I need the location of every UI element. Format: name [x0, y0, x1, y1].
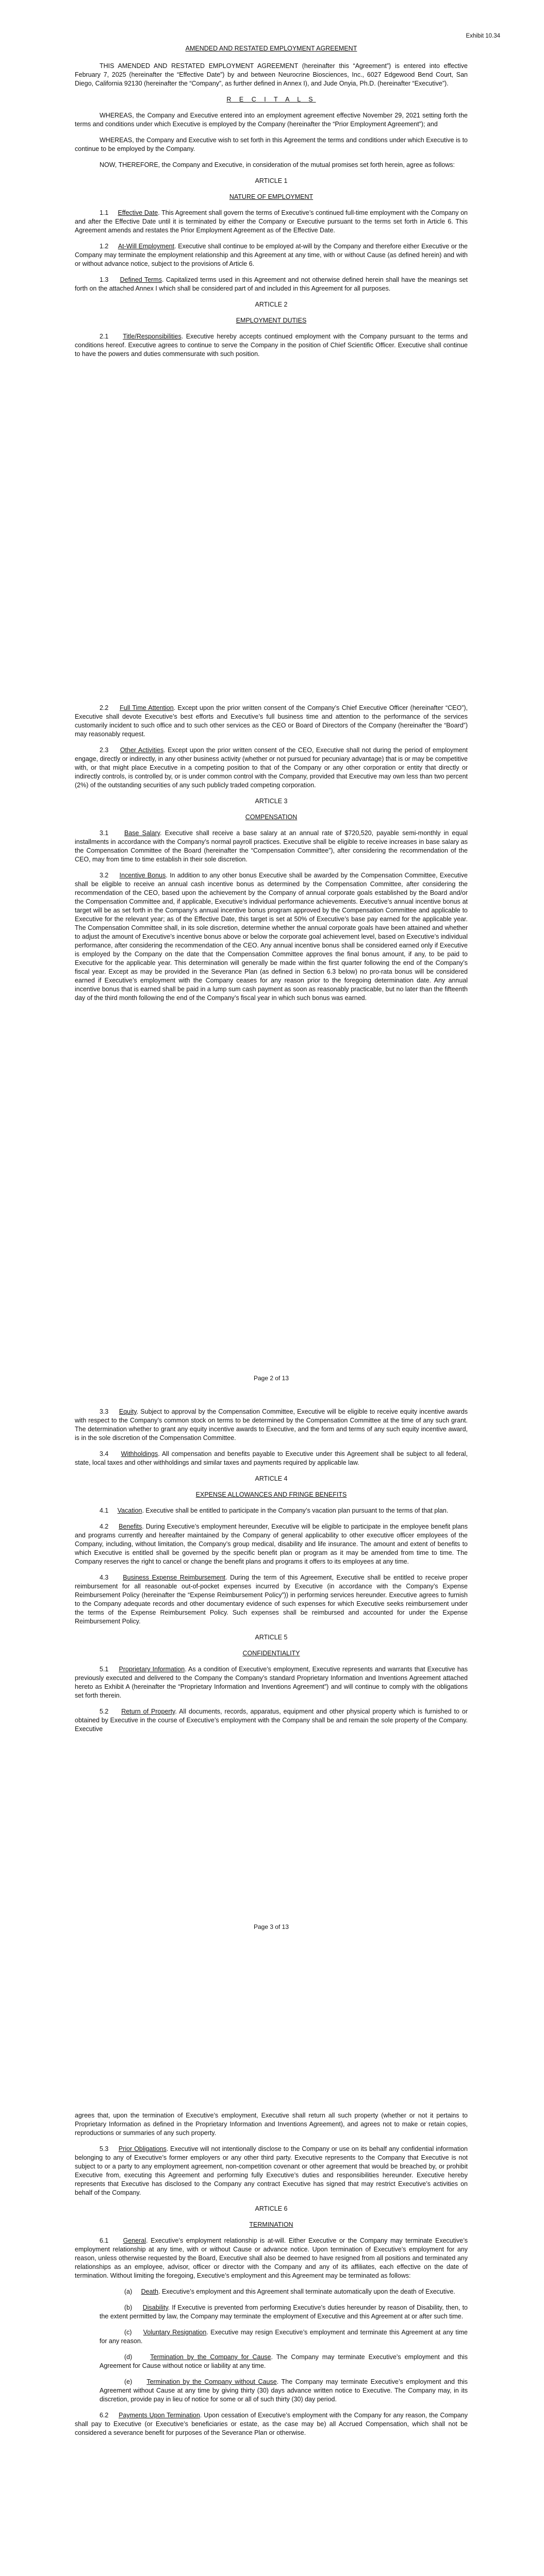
section-6-1-a: [75, 2287, 468, 2296]
section-number: (a): [124, 2288, 133, 2295]
section-number: 3.1: [100, 829, 109, 837]
section-title: General: [123, 2237, 146, 2244]
section-number: 6.2: [100, 2412, 109, 2419]
section-title: Proprietary Information: [119, 1666, 185, 1673]
section-number: 5.2: [100, 1708, 109, 1715]
section-number: 4.3: [100, 1574, 109, 1581]
section-text: . Subject to approval by the Compensation Committee, Executive will be eligible to receive equity incentive awards with respect to the Company’s common stock on terms to be determined by the Compensation Committee at the time of any such grant. The determination whether to grant any equity incentive awards to Executive, and the form and terms of any such equity incentive award, is in the sole discretion of the Compensation Committee.: [75, 1408, 468, 1442]
section-title: Defined Terms: [120, 276, 162, 283]
section-text: . As a condition of Executive’s employment, Executive represents and warrants that Executive has previously executed and delivered to the Company the Company’s standard Proprietary Information and Inventions Agreement attached hereto as Exhibit A (hereinafter the “Proprietary Information and Inventions Agreement”) and will continue to comply with the obligations set forth therein.: [75, 1666, 468, 1699]
section-number: 2.1: [100, 333, 109, 340]
section-title: Prior Obligations: [118, 2145, 167, 2153]
section-title: Title/Responsibilities: [123, 333, 182, 340]
section-number: 3.3: [100, 1408, 109, 1415]
section-3-1: [75, 829, 468, 864]
section-2-1: [75, 332, 468, 359]
section-6-1-b: [75, 2303, 468, 2321]
section-2-2: [75, 704, 468, 739]
section-1-3: [75, 276, 468, 293]
article-1-heading: ARTICLE 1: [255, 177, 288, 184]
article-4-title: EXPENSE ALLOWANCES AND FRINGE BENEFITS: [195, 1491, 347, 1498]
article-4-heading: ARTICLE 4: [255, 1475, 288, 1482]
page-1: [0, 0, 544, 702]
recital-2: WHEREAS, the Company and Executive wish to set forth in this Agreement the terms and conditions under which Executive is to continue to be employed by the Company.: [75, 137, 468, 152]
section-number: 6.1: [100, 2237, 109, 2244]
section-title: Incentive Bonus: [119, 872, 166, 879]
exhibit-label: Exhibit 10.34: [466, 33, 500, 39]
article-6-title: TERMINATION: [249, 2221, 293, 2228]
section-number: 1.1: [100, 209, 109, 216]
recital-3: NOW, THEREFORE, the Company and Executive, in consideration of the mutual promises set forth herein, agree as follows:: [100, 161, 455, 168]
section-3-4: [75, 1450, 468, 1467]
section-number: (d): [124, 2353, 133, 2361]
section-title: Voluntary Resignation: [143, 2329, 207, 2336]
section-number: 5.3: [100, 2145, 109, 2153]
section-number: 1.3: [100, 276, 109, 283]
section-6-1: [75, 2236, 468, 2280]
section-number: (e): [124, 2378, 133, 2385]
section-title: Full Time Attention: [120, 704, 174, 711]
page-2: [0, 702, 544, 1405]
section-number: 1.2: [100, 243, 109, 250]
section-text: . Except upon the prior written consent of the CEO, Executive shall not during the period of employment engage, directly or indirectly, in any other business activity (whether or not pursued for pecuniary advantage) that is or may be competitive with, or that might place Executive in a competing position to that of the Company or any other corporation or entity that directly or indirectly controls, is controlled by, or is under common control with the Company, provided that Executive may own less than two percent (2%) of the outstanding securities of any such publicly traded competing corporation.: [75, 747, 468, 789]
section-text: . Executive shall be entitled to participate in the Company’s vacation plan pursuant to the terms of that plan.: [142, 1507, 449, 1514]
section-title: Vacation: [117, 1507, 142, 1514]
section-title: Base Salary: [124, 829, 160, 837]
section-text: . Executive may resign Executive’s employment and terminate this Agreement at any time for any reason.: [100, 2329, 468, 2345]
section-3-2: [75, 871, 468, 1003]
section-4-2: [75, 1522, 468, 1566]
section-title: Disability: [142, 2304, 168, 2311]
section-6-1-c: [75, 2328, 468, 2346]
page-number: Page 2 of 13: [253, 1375, 289, 1382]
section-number: 3.2: [100, 872, 109, 879]
article-2-title: EMPLOYMENT DUTIES: [236, 317, 307, 324]
section-text: . Upon cessation of Executive’s employment with the Company for any reason, the Company shall pay to Executive (or Executive’s beneficiaries or estate, as the case may be) all Accrued Compensation, which shall not be considered a severance benefit for purposes of the Severance Plan or otherwise.: [75, 2412, 468, 2436]
section-number: 5.1: [100, 1666, 109, 1673]
section-number: 3.4: [100, 1450, 109, 1458]
section-6-1-e: [75, 2378, 468, 2404]
section-5-2: [75, 1707, 468, 1734]
section-title: Return of Property: [121, 1708, 175, 1715]
article-5-title: CONFIDENTIALITY: [242, 1650, 300, 1657]
section-text: . Executive will not intentionally disclose to the Company or use on its behalf any confidential information belonging to any of Executive’s former employers or any other third party. Executive represents to the Company that Executive is not subject to or a party to any employment agreement, non-competition covenant or other agreement that would be breached by, or prohibit Executive from, executing this Agreement and performing fully Executive’s duties and responsibilities hereunder. Executive hereby represents that Executive has disclosed to the Company any contract Executive has signed that may restrict Executive’s activities on behalf of the Company.: [75, 2145, 468, 2196]
section-text: . The Company may terminate Executive’s employment and this Agreement for Cause without notice or liability at any time.: [100, 2353, 468, 2369]
section-1-1: [75, 209, 468, 235]
section-number: (c): [124, 2329, 132, 2336]
section-6-2: [75, 2411, 468, 2437]
section-number: 2.3: [100, 747, 109, 754]
article-3-title: COMPENSATION: [245, 814, 298, 821]
section-title: Benefits: [119, 1523, 142, 1530]
section-number: 2.2: [100, 704, 109, 711]
section-text: . All compensation and benefits payable to Executive under this Agreement shall be subject to all federal, state, local taxes and other withholdings and similar taxes and payments required by applicable law.: [75, 1450, 468, 1466]
recitals-heading: R E C I T A L S: [226, 96, 316, 103]
article-3-heading: ARTICLE 3: [255, 798, 288, 805]
section-title: Withholdings: [121, 1450, 158, 1458]
section-text: . This Agreement shall govern the terms of Executive’s continued full-time employment with the Company on and after the Effective Date until it is terminated by either the Company or Executive pursuant to the terms set forth in Article 6. This Agreement amends and restates the Prior Employment Agreement as of the Effective Date.: [75, 209, 468, 234]
article-6-heading: ARTICLE 6: [255, 2205, 288, 2212]
section-number: 4.2: [100, 1523, 109, 1530]
section-text: . If Executive is prevented from performing Executive’s duties hereunder by reason of Disability, then, to the extent permitted by law, the Company may terminate the employment of Executive and this Agreement at or after such time.: [100, 2304, 468, 2320]
section-text: . The Company may terminate Executive’s employment and this Agreement without Cause at any time by giving thirty (30) days advance written notice to Executive. The Company may, in its discretion, provide pay in lieu of notice for some or all of such thirty (30) day period.: [100, 2378, 468, 2403]
section-text: . During the term of this Agreement, Executive shall be entitled to receive proper reimbursement for all reasonable out-of-pocket expenses incurred by Executive (in accordance with the Company’s Expense Reimbursement Policy (hereinafter the “Expense Reimbursement Policy”)) in performing services hereunder. Executive agrees to furnish to the Company adequate records and other documentary evidence of such expenses for which Executive seeks reimbursement under the terms of the Expense Reimbursement Policy. Such expenses shall be reimbursed and accounted for under the Expense Reimbursement Policy.: [75, 1574, 468, 1625]
section-text: . During Executive’s employment hereunder, Executive will be eligible to participate in the employee benefit plans and programs currently and hereafter maintained by the Company of general applicability to other executive officer employees of the Company, including, without limitation, the Company’s group medical, disability and life insurance. The amount and extent of benefits to which Executive is entitled shall be governed by the specific benefit plan or program as it may be amended from time to time. The Company reserves the right to cancel or change the benefit plans and programs it offers to its employees at any time.: [75, 1523, 468, 1565]
section-title: Payments Upon Termination: [119, 2412, 200, 2419]
page-number: Page 3 of 13: [253, 1923, 289, 1930]
section-text: . Except upon the prior written consent of the Company’s Chief Executive Officer (hereinafter “CEO”), Executive shall devote Executive’s best efforts and Executive’s full business time and attention to the performance of the services customarily incident to such office and to such other services as the CEO or Board of Directors of the Company (hereinafter the “Board”) may reasonably request.: [75, 704, 468, 738]
section-number: (b): [124, 2304, 133, 2311]
section-title: Other Activities: [120, 747, 164, 754]
section-text: . In addition to any other bonus Executive shall be awarded by the Compensation Committee, Executive shall be eligible to receive an annual cash incentive bonus as determined by the Compensation Committee, after considering the recommendation of the CEO, based upon the achievement by the Company of annual corporate goals established by the Board and/or the Compensation Committee and, if applicable, Executive’s individual performance achievements. Executive’s annual incentive bonus at target will be as set forth in the Company’s annual incentive bonus program approved by the Compensation Committee and applicable to Executive for the relevant year; as of the Effective Date, this target is set at 50% of Executive’s base pay earned for the applicable year. The Compensation Committee shall, in its sole discretion, determine whether the annual corporate goals have been attained and whether to adjust the amount of Executive’s incentive bonus above or below the corporate goal achievement level, based on Executive’s individual performance, after considering the recommendation of the CEO. Any annual incentive bonus shall be considered earned only if Executive is employed by the Company on the date that the Compensation Committee approves the final bonus amount, if any, to be paid to Executive for the applicable year. This determination will generally be made within the first quarter following the end of the Company’s fiscal year. Except as may be provided in the Severance Plan (as defined in Section 6.3 below) no pro-rata bonus will be considered earned if Executive’s employment with the Company ceases for any reason prior to the foregoing determination date. Any annual incentive bonus that is earned shall be paid in a lump sum cash payment as soon as reasonably practicable, but no later than the fifteenth day of the third month following the end of the Company’s fiscal year in which such bonus was earned.: [75, 872, 468, 1002]
section-number: 4.1: [100, 1507, 109, 1514]
section-text: . Executive’s employment and this Agreement shall terminate automatically upon the death of Executive.: [158, 2288, 455, 2295]
section-6-1-d: [75, 2353, 468, 2370]
page-4: [0, 2109, 544, 2576]
section-3-3: [75, 1408, 468, 1443]
section-4-3: [75, 1573, 468, 1626]
section-title: Death: [141, 2288, 159, 2295]
document-title: AMENDED AND RESTATED EMPLOYMENT AGREEMENT: [185, 45, 357, 52]
section-text: . Executive’s employment relationship is at-will. Either Executive or the Company may terminate Executive’s employment relationship at any time, with or without Cause or advance notice. Upon termination of Executive’s employment for any reason, unless otherwise requested by the Board, Executive shall also be deemed to have resigned from all positions and terminated any relationships as an employee, advisor, officer or director with the Company and any of its affiliates, each effective on the date of termination. Without limiting the foregoing, Executive’s employment and this Agreement may be terminated as follows:: [75, 2237, 468, 2279]
recital-1: WHEREAS, the Company and Executive entered into an employment agreement effective November 29, 2021 setting forth the terms and conditions under which Executive is employed by the Company (hereinafter the “Prior Employment Agreement”); and: [75, 112, 468, 128]
section-title: Equity: [119, 1408, 137, 1415]
section-text: . Capitalized terms used in this Agreement and not otherwise defined herein shall have the meanings set forth on the attached Annex I which shall be considered part of and included in this Agreement for all purposes.: [75, 276, 468, 292]
section-title: Termination by the Company for Cause: [150, 2353, 271, 2361]
page-4-continuation: agrees that, upon the termination of Executive’s employment, Executive shall return all such property (whether or not it pertains to Proprietary Information as defined in the Proprietary Information and Inventions Agreement), and agrees not to make or retain copies, reproductions or summaries of any such property.: [75, 2112, 468, 2137]
section-4-1: [75, 1506, 468, 1515]
section-title: At-Will Employment: [118, 243, 175, 250]
article-2-heading: ARTICLE 2: [255, 301, 288, 308]
section-5-1: [75, 1665, 468, 1700]
page-3: [0, 1405, 544, 2109]
section-title: Termination by the Company without Cause: [146, 2378, 277, 2385]
section-5-3: [75, 2145, 468, 2197]
intro-paragraph: THIS AMENDED AND RESTATED EMPLOYMENT AGREEMENT (hereinafter this “Agreement”) is entered into effective February 7, 2025 (hereinafter the “Effective Date”) by and between Neurocrine Biosciences, Inc., 6027 Edgewood Bend Court, San Diego, California 92130 (hereinafter the “Company”, as further defined in Annex I), and Jude Onyia, Ph.D. (hereinafter “Executive”).: [75, 62, 468, 87]
section-title: Business Expense Reimbursement: [123, 1574, 226, 1581]
article-5-heading: ARTICLE 5: [255, 1634, 288, 1641]
section-text: . Executive hereby accepts continued employment with the Company pursuant to the terms and conditions hereof. Executive agrees to continue to serve the Company in the position of Chief Scientific Officer. Executive shall continue to have the powers and duties commensurate with such position.: [75, 333, 468, 358]
section-text: . Executive shall continue to be employed at-will by the Company and therefore either Executive or the Company may terminate the employment relationship and this Agreement at any time, with or without Cause (as defined herein) and with or without advance notice, subject to the provisions of Article 6.: [75, 243, 468, 267]
section-text: . All documents, records, apparatus, equipment and other physical property which is furnished to or obtained by Executive in the course of Executive’s employment with the Company shall be and remain the sole property of the Company. Executive: [75, 1708, 468, 1733]
section-text: . Executive shall receive a base salary at an annual rate of $720,520, payable semi-monthly in equal installments in accordance with the Company’s normal payroll practices. Executive shall be eligible to receive increases in base salary as the Compensation Committee of the Board (hereinafter the “Compensation Committee”), after considering the recommendation of the CEO, may from time to time establish in their sole discretion.: [75, 829, 468, 863]
section-2-3: [75, 746, 468, 790]
section-title: Effective Date: [118, 209, 158, 216]
article-1-title: NATURE OF EMPLOYMENT: [229, 193, 314, 200]
section-1-2: [75, 242, 468, 268]
